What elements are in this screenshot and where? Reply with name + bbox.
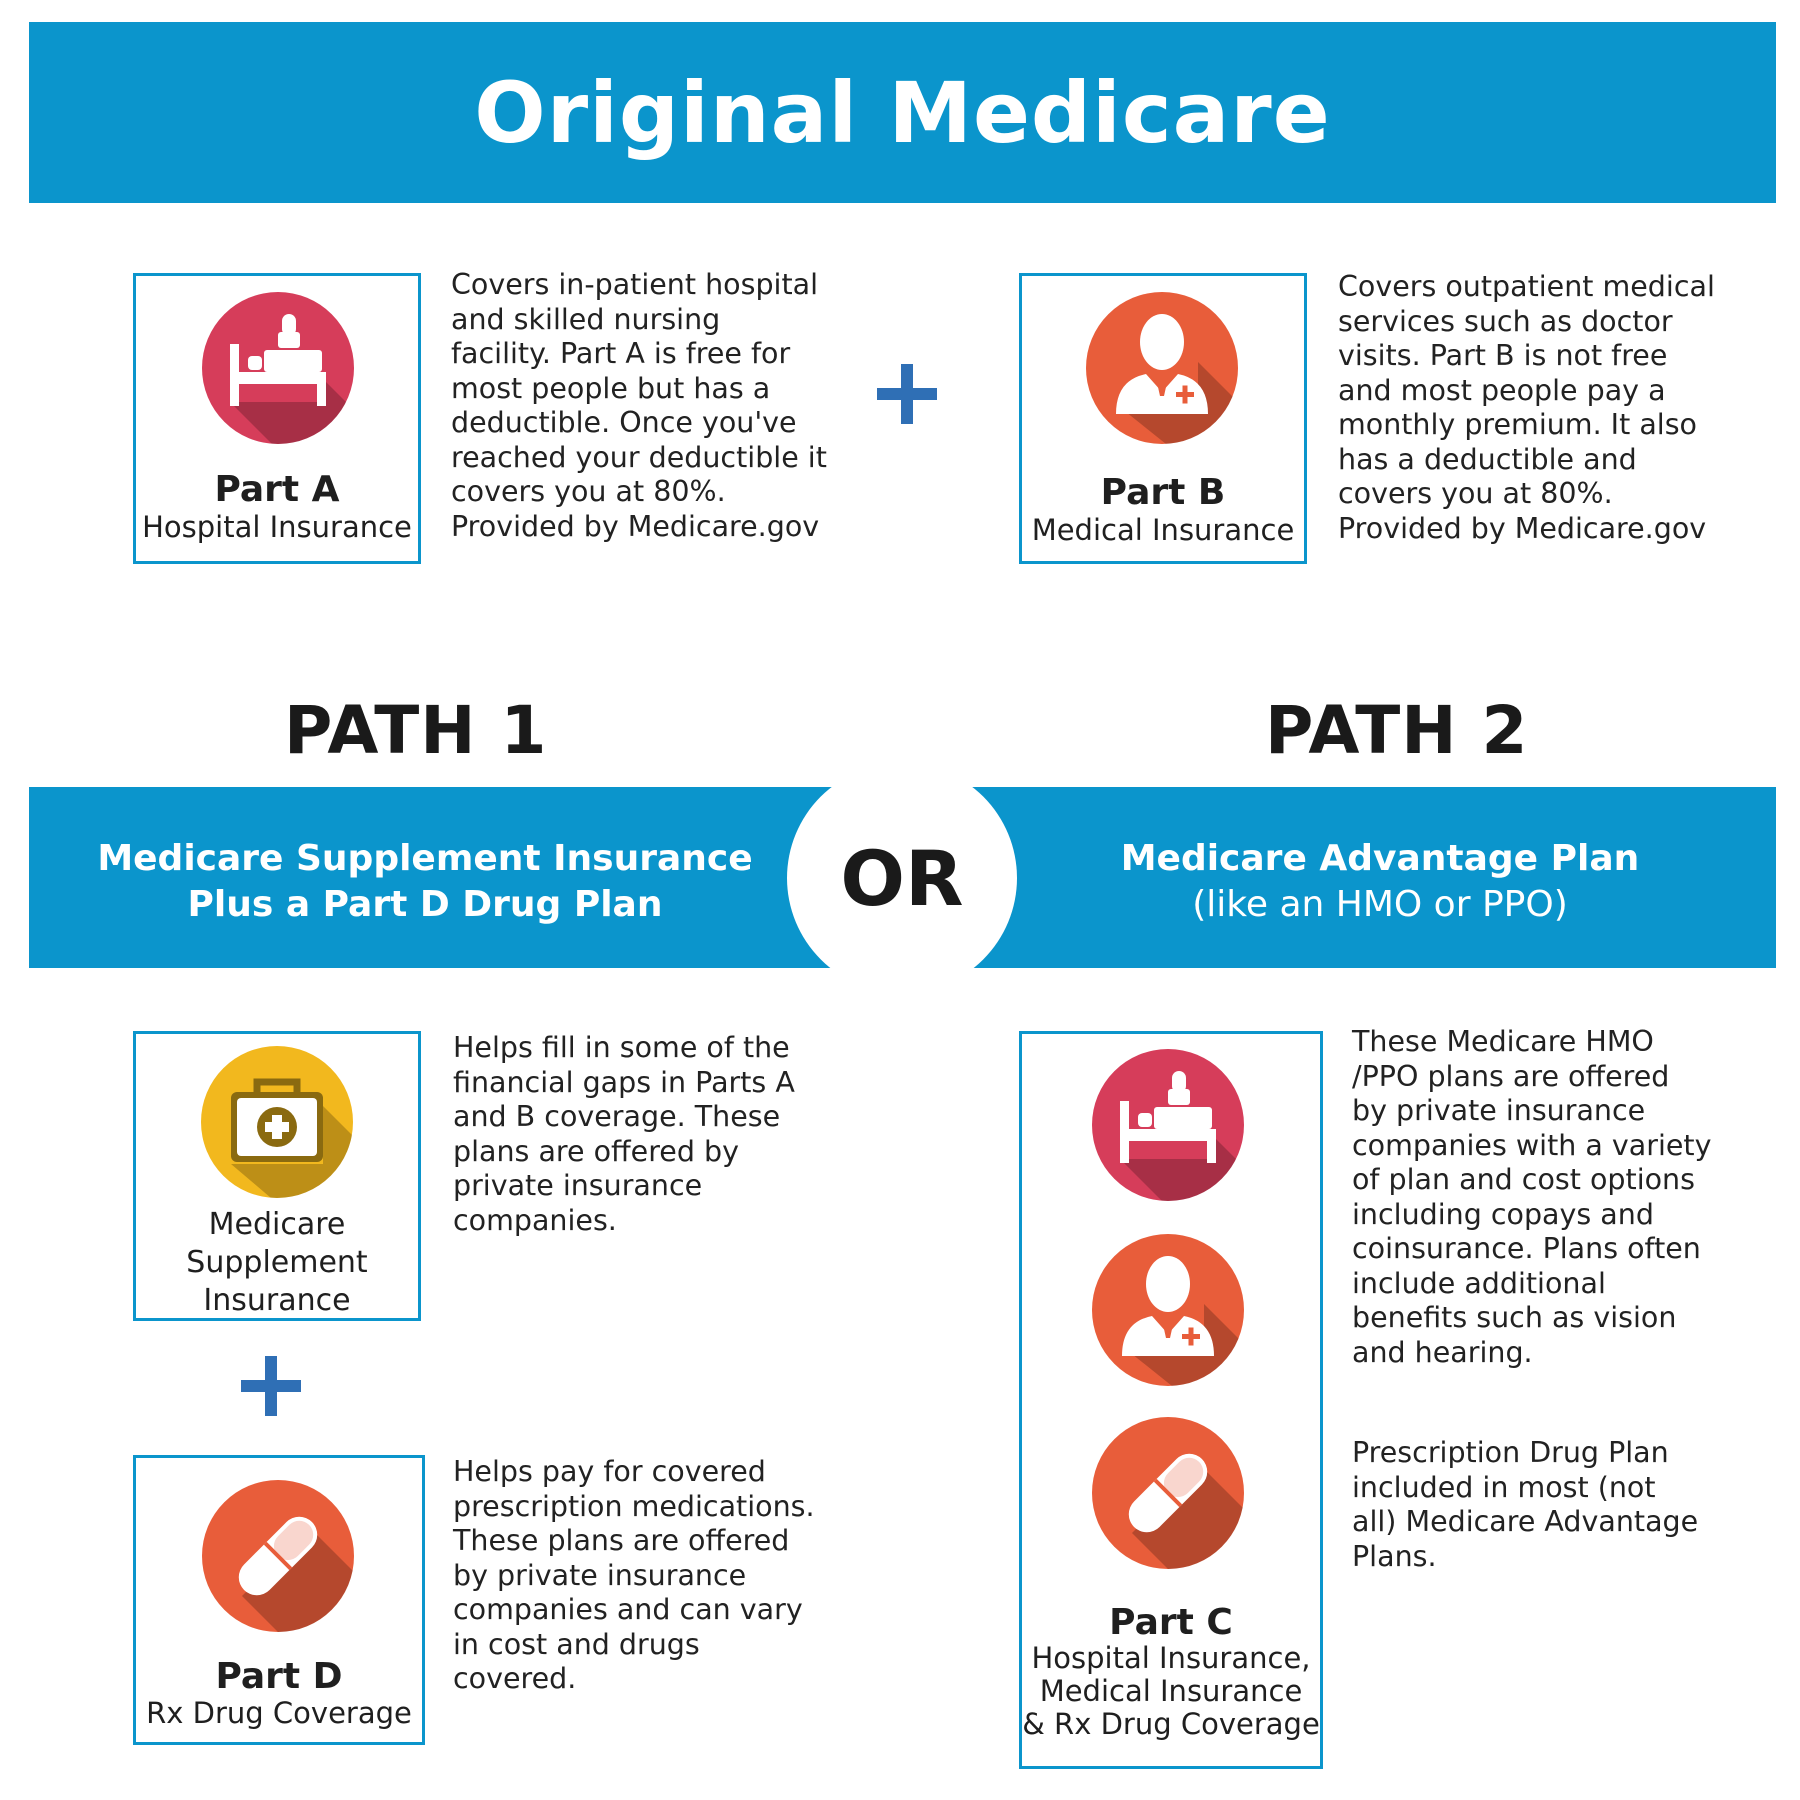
part-d-subtitle: Rx Drug Coverage (146, 1696, 412, 1730)
part-c-title: Part C (1109, 1602, 1233, 1643)
doctor-icon (1086, 292, 1238, 444)
part-c-card (1019, 1031, 1323, 1769)
supplement-card (133, 1031, 421, 1321)
path1-band-text (60, 836, 790, 928)
supplement-line2: Supplement (186, 1245, 368, 1280)
part-b-title: Part B (1100, 472, 1226, 513)
part-c-sub-line2: Medical Insurance (1039, 1674, 1303, 1708)
hospital-bed-icon (202, 292, 354, 444)
part-c-hospital-badge (1092, 1049, 1244, 1201)
part-a-card (133, 273, 421, 564)
path2-band-line1: Medicare Advantage Plan (1120, 838, 1640, 879)
supplement-description: Helps fill in some of the financial gaps in Parts A and B coverage. These plans are offered by private insurance companies. (453, 1031, 795, 1237)
path1-heading: PATH 1 (284, 692, 548, 769)
medical-kit-icon (201, 1046, 353, 1198)
part-d-badge (202, 1480, 354, 1632)
path2-heading: PATH 2 (1265, 692, 1529, 769)
part-c-sub-line1: Hospital Insurance, (1031, 1641, 1311, 1675)
part-b-subtitle: Medical Insurance (1031, 513, 1295, 547)
part-c-doctor-badge (1092, 1234, 1244, 1386)
part-a-description: Covers in-patient hospital and skilled nursing facility. Part A is free for most people but has a deductible. Once you've reached your deductible it covers you at 80%. Provided by Medicare.gov (451, 268, 827, 543)
part-d-card (133, 1455, 425, 1745)
header-band (29, 22, 1776, 203)
part-d-description: Helps pay for covered prescription medications. These plans are offered by private insurance companies and can vary in cost and drugs covered. (453, 1455, 815, 1695)
part-b-description: Covers outpatient medical services such as doctor visits. Part B is not free and most people pay a monthly premium. It also has a deductible and covers you at 80%. Provided by Medicare.gov (1338, 270, 1715, 545)
path2-band-line2: (like an HMO or PPO) (1192, 884, 1568, 925)
part-c-sub-line3: & Rx Drug Coverage (1022, 1707, 1320, 1741)
supplement-label (136, 1206, 418, 1320)
part-c-description: These Medicare HMO /PPO plans are offered by private insurance companies with a variety of plan and cost options including copays and coinsurance. Plans often include additional benefits such as vision and hearing. (1352, 1025, 1712, 1369)
part-a-subtitle: Hospital Insurance (142, 510, 412, 544)
part-d-title: Part D (215, 1656, 343, 1697)
pill-capsule-icon (202, 1480, 354, 1632)
path1-band-line1: Medicare Supplement Insurance (97, 838, 753, 879)
or-label: OR (840, 833, 964, 923)
plus-icon (241, 1356, 301, 1416)
part-a-badge (202, 292, 354, 444)
hospital-bed-icon (1092, 1049, 1244, 1201)
path2-band-text (1030, 836, 1730, 928)
part-a-title: Part A (214, 469, 340, 510)
plus-icon (877, 364, 937, 424)
part-b-card (1019, 273, 1307, 564)
supplement-line1: Medicare (208, 1207, 346, 1242)
path1-band-line2: Plus a Part D Drug Plan (187, 884, 663, 925)
doctor-icon (1092, 1234, 1244, 1386)
part-c-drug-note: Prescription Drug Plan included in most (not all) Medicare Advantage Plans. (1352, 1436, 1699, 1573)
part-c-pill-badge (1092, 1417, 1244, 1569)
part-b-badge (1086, 292, 1238, 444)
pill-capsule-icon (1092, 1417, 1244, 1569)
part-c-subtitle (1022, 1642, 1320, 1741)
or-circle (787, 763, 1017, 993)
supplement-line3: Insurance (203, 1283, 351, 1318)
supplement-badge (201, 1046, 353, 1198)
page-title: Original Medicare (474, 63, 1331, 162)
